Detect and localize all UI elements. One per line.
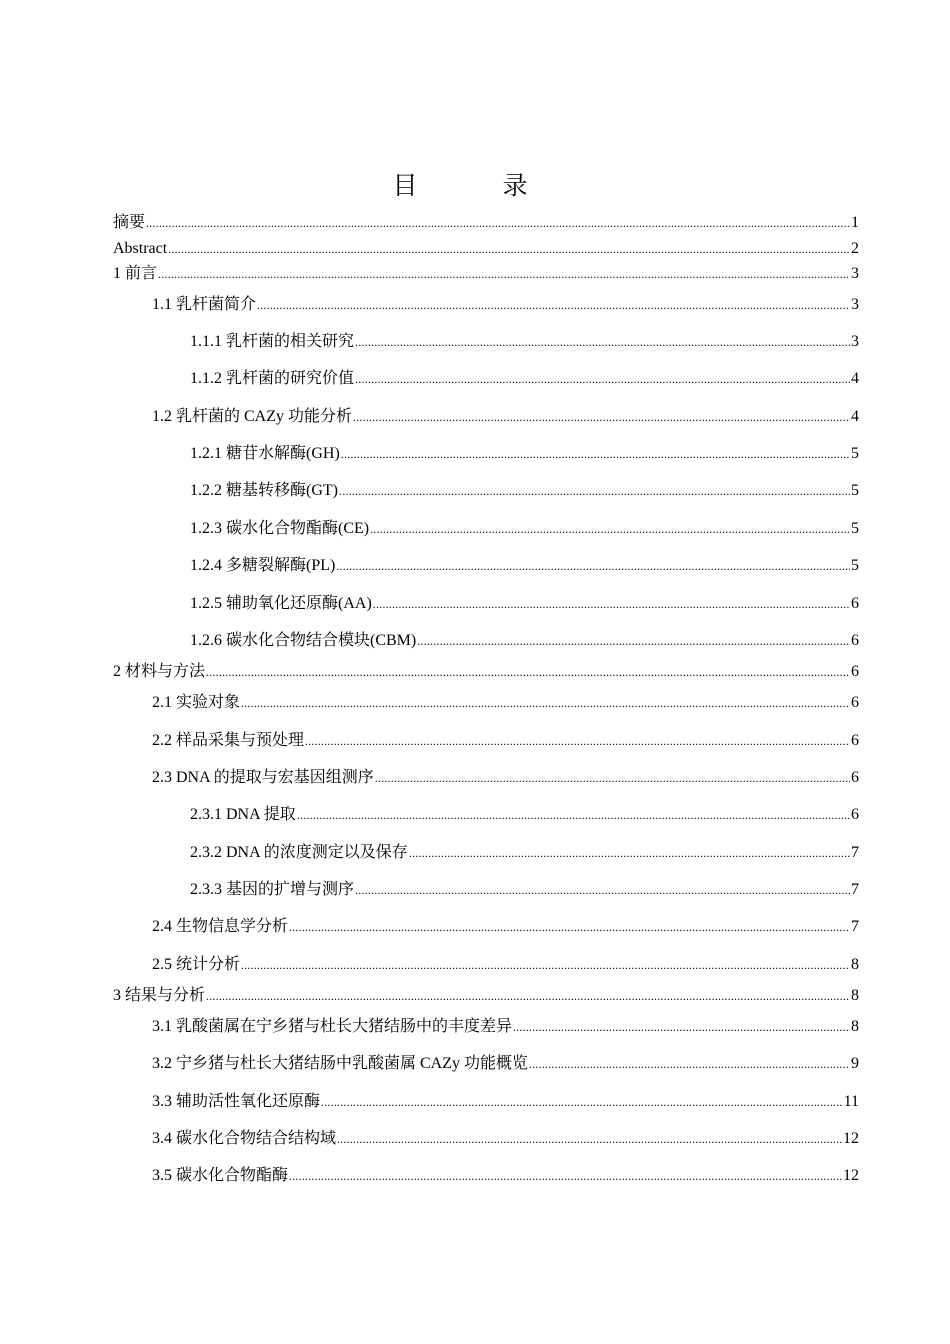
toc-entry[interactable] (190, 804, 859, 826)
toc-entry-label: 2.4 生物信息学分析 (152, 918, 289, 935)
toc-entry-page: 9 (851, 1055, 859, 1072)
toc-entry-label: 1.1 乳杆菌简介 (152, 296, 257, 313)
toc-entry-label: 1.2.3 碳水化合物酯酶(CE) (190, 520, 370, 537)
toc-entry[interactable] (152, 916, 859, 938)
toc-entry[interactable] (190, 480, 859, 502)
toc-entry-label: 1.2.2 糖基转移酶(GT) (190, 482, 338, 499)
toc-leader-dots (409, 842, 850, 864)
toc-entry-label: 2.3.1 DNA 提取 (190, 806, 296, 823)
toc-entry-label: Abstract (113, 240, 168, 257)
toc-entry-page: 6 (851, 806, 859, 823)
toc-leader-dots (341, 443, 850, 465)
toc-entry-page: 7 (851, 844, 859, 861)
toc-leader-dots (375, 767, 850, 789)
toc-entry[interactable] (190, 593, 859, 615)
toc-entry[interactable] (190, 518, 859, 540)
toc-leader-dots (297, 804, 850, 826)
toc-entry-label: 1.2.4 多糖裂解酶(PL) (190, 557, 336, 574)
toc-entry-page: 5 (851, 445, 859, 462)
toc-entry[interactable] (152, 1053, 859, 1075)
toc-leader-dots (355, 879, 850, 901)
toc-entry-page: 7 (851, 918, 859, 935)
toc-leader-dots (373, 593, 850, 615)
toc-entry[interactable] (190, 443, 859, 465)
toc-leader-dots (337, 1128, 842, 1150)
toc-entry-label: 1.2.6 碳水化合物结合模块(CBM) (190, 632, 417, 649)
toc-entry-page: 6 (851, 769, 859, 786)
toc-entry[interactable] (152, 1091, 859, 1113)
toc-entry-label: 3.3 辅助活性氧化还原酶 (152, 1093, 321, 1110)
toc-entry[interactable] (152, 730, 859, 752)
toc-entry[interactable] (152, 692, 859, 714)
toc-entry-page: 5 (851, 520, 859, 537)
toc-leader-dots (417, 630, 850, 652)
toc-leader-dots (158, 263, 850, 285)
toc-entry[interactable] (152, 406, 859, 428)
toc-entry-page: 8 (851, 987, 859, 1004)
toc-entry-page: 4 (851, 408, 859, 425)
toc-leader-dots (241, 692, 850, 714)
toc-entry-page: 6 (851, 663, 859, 680)
toc-entry[interactable] (152, 767, 859, 789)
toc-entry[interactable] (190, 555, 859, 577)
toc-entry-label: 1 前言 (113, 265, 158, 282)
toc-entry[interactable] (152, 1165, 859, 1187)
toc-entry[interactable] (190, 368, 859, 390)
toc-entry-label: 1.2 乳杆菌的 CAZy 功能分析 (152, 408, 353, 425)
toc-entry-page: 5 (851, 482, 859, 499)
toc-entry-page: 6 (851, 694, 859, 711)
toc-entry-page: 5 (851, 557, 859, 574)
toc-leader-dots (257, 294, 850, 316)
toc-entry-page: 12 (843, 1130, 859, 1147)
toc-entry-page: 11 (843, 1093, 859, 1110)
toc-leader-dots (355, 331, 850, 353)
toc-entry[interactable] (113, 263, 859, 285)
toc-entry[interactable] (190, 879, 859, 901)
toc-leader-dots (513, 1016, 850, 1038)
toc-leader-dots (529, 1053, 850, 1075)
toc-leader-dots (241, 954, 850, 976)
toc-entry-page: 4 (851, 370, 859, 387)
toc-entry-page: 6 (851, 732, 859, 749)
toc-entry-page: 8 (851, 956, 859, 973)
toc-entry-label: 3 结果与分析 (113, 987, 206, 1004)
toc-entry[interactable] (152, 1016, 859, 1038)
toc-entry[interactable] (190, 331, 859, 353)
toc-leader-dots (336, 555, 850, 577)
toc-entry[interactable] (190, 842, 859, 864)
toc-leader-dots (289, 916, 850, 938)
toc-leader-dots (355, 368, 850, 390)
toc-entry-page: 3 (851, 333, 859, 350)
toc-leader-dots (146, 212, 850, 234)
toc-entry-label: 1.2.1 糖苷水解酶(GH) (190, 445, 340, 462)
toc-entry-label: 3.2 宁乡猪与杜长大猪结肠中乳酸菌属 CAZy 功能概览 (152, 1055, 529, 1072)
toc-entry-label: 2.5 统计分析 (152, 956, 241, 973)
toc-entry-page: 6 (851, 595, 859, 612)
toc-leader-dots (305, 730, 850, 752)
toc-leader-dots (206, 661, 850, 683)
toc-entry-page: 7 (851, 881, 859, 898)
toc-entry-page: 12 (843, 1167, 859, 1184)
toc-entry-label: 1.1.2 乳杆菌的研究价值 (190, 370, 355, 387)
toc-entry[interactable] (152, 294, 859, 316)
toc-leader-dots (321, 1091, 843, 1113)
toc-entry[interactable] (152, 954, 859, 976)
toc-entry[interactable] (113, 985, 859, 1007)
toc-leader-dots (339, 480, 850, 502)
toc-entry-page: 2 (851, 240, 859, 257)
toc-entry-label: 2.2 样品采集与预处理 (152, 732, 305, 749)
toc-entry[interactable] (113, 661, 859, 683)
toc-entry-label: 3.4 碳水化合物结合结构域 (152, 1130, 337, 1147)
toc-entry[interactable] (190, 630, 859, 652)
toc-entry-page: 6 (851, 632, 859, 649)
toc-leader-dots (289, 1165, 842, 1187)
toc-entry-label: 1.1.1 乳杆菌的相关研究 (190, 333, 355, 350)
toc-entry[interactable] (152, 1128, 859, 1150)
toc-leader-dots (168, 238, 850, 260)
toc-entry-label: 2.3 DNA 的提取与宏基因组测序 (152, 769, 374, 786)
toc-entry-label: 摘要 (113, 214, 146, 231)
toc-entry-page: 3 (851, 296, 859, 313)
toc-entry-label: 2.1 实验对象 (152, 694, 241, 711)
toc-entry-label: 3.1 乳酸菌属在宁乡猪与杜长大猪结肠中的丰度差异 (152, 1018, 513, 1035)
toc-leader-dots (206, 985, 850, 1007)
toc-entry-label: 2.3.3 基因的扩增与测序 (190, 881, 355, 898)
toc-entry-page: 8 (851, 1018, 859, 1035)
toc-entry[interactable] (113, 238, 859, 260)
toc-entry-label: 3.5 碳水化合物酯酶 (152, 1167, 289, 1184)
toc-entry-label: 2.3.2 DNA 的浓度测定以及保存 (190, 844, 408, 861)
toc-entry-page: 3 (851, 265, 859, 282)
toc-entry[interactable] (113, 212, 859, 234)
toc-leader-dots (353, 406, 850, 428)
toc-title: 目 录 (392, 173, 558, 200)
toc-leader-dots (370, 518, 850, 540)
toc-entry-label: 1.2.5 辅助氧化还原酶(AA) (190, 595, 372, 612)
toc-entry-label: 2 材料与方法 (113, 663, 206, 680)
toc-entry-page: 1 (851, 214, 859, 231)
